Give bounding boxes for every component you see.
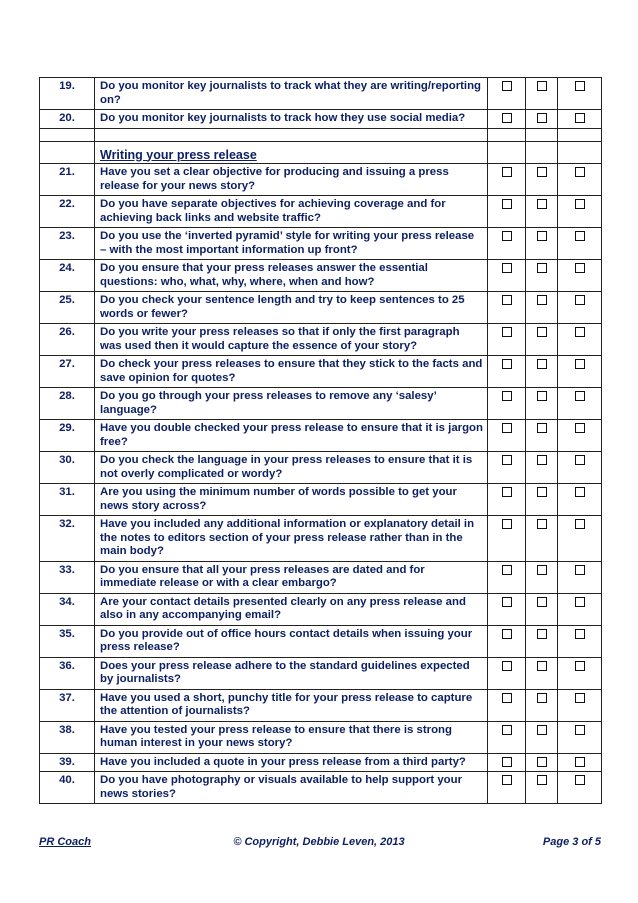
checkbox-col-2-cell (526, 228, 558, 260)
question-number: 21. (40, 164, 95, 196)
question-number: 20. (40, 110, 95, 129)
checkbox-icon[interactable] (537, 597, 547, 607)
checkbox-icon[interactable] (537, 359, 547, 369)
question-row (40, 484, 602, 516)
checkbox-col-2-cell (526, 356, 558, 388)
question-number: 19. (40, 78, 95, 110)
question-text: Have you used a short, punchy title for your press release to capture the attention of journalists? (95, 689, 488, 721)
question-text: Do you write your press releases so that if only the first paragraph was used then it would capture the essence of your story? (95, 324, 488, 356)
checkbox-col-2-cell (526, 196, 558, 228)
checkbox-col-1-cell (488, 356, 526, 388)
question-text: Do you monitor key journalists to track how they use social media? (95, 110, 488, 129)
question-number: 23. (40, 228, 95, 260)
question-row (40, 78, 602, 110)
checkbox-col-3-cell (558, 78, 602, 110)
question-row (40, 164, 602, 196)
question-number: 34. (40, 593, 95, 625)
checkbox-icon[interactable] (502, 199, 512, 209)
checkbox-icon[interactable] (575, 167, 585, 177)
checkbox-col-1-cell (488, 561, 526, 593)
checkbox-icon[interactable] (575, 327, 585, 337)
checkbox-icon[interactable] (537, 455, 547, 465)
checkbox-icon[interactable] (575, 661, 585, 671)
blank-cell (95, 128, 488, 141)
checkbox-icon[interactable] (575, 565, 585, 575)
checkbox-icon[interactable] (502, 757, 512, 767)
question-row (40, 228, 602, 260)
footer-copyright: © Copyright, Debbie Leven, 2013 (233, 836, 405, 848)
checkbox-col-1-cell (488, 593, 526, 625)
checkbox-icon[interactable] (537, 725, 547, 735)
checkbox-icon[interactable] (575, 423, 585, 433)
checkbox-icon[interactable] (537, 295, 547, 305)
blank-cell (558, 141, 602, 164)
checkbox-col-2-cell (526, 753, 558, 772)
checkbox-col-1-cell (488, 110, 526, 129)
checklist-table (39, 77, 602, 804)
checkbox-col-3-cell (558, 388, 602, 420)
checkbox-col-3-cell (558, 561, 602, 593)
question-number: 27. (40, 356, 95, 388)
checkbox-icon[interactable] (502, 231, 512, 241)
checkbox-icon[interactable] (575, 199, 585, 209)
question-row (40, 420, 602, 452)
question-row (40, 260, 602, 292)
checkbox-icon[interactable] (502, 565, 512, 575)
question-number: 38. (40, 721, 95, 753)
checkbox-icon[interactable] (537, 487, 547, 497)
question-text: Does your press release adhere to the standard guidelines expected by journalists? (95, 657, 488, 689)
checkbox-col-1-cell (488, 452, 526, 484)
checkbox-col-1-cell (488, 516, 526, 562)
question-text: Do you go through your press releases to remove any ‘salesy’ language? (95, 388, 488, 420)
checkbox-icon[interactable] (502, 391, 512, 401)
section-title: Writing your press release (95, 141, 488, 164)
checkbox-icon[interactable] (502, 775, 512, 785)
checkbox-icon[interactable] (575, 629, 585, 639)
question-text: Do you have separate objectives for achieving coverage and for achieving back links and website traffic? (95, 196, 488, 228)
question-text: Do you ensure that your press releases answer the essential questions: who, what, why, where, when and how? (95, 260, 488, 292)
checkbox-icon[interactable] (575, 757, 585, 767)
question-number: 35. (40, 625, 95, 657)
question-number: 36. (40, 657, 95, 689)
checkbox-col-3-cell (558, 516, 602, 562)
checkbox-col-1-cell (488, 420, 526, 452)
checkbox-icon[interactable] (537, 519, 547, 529)
checkbox-col-3-cell (558, 593, 602, 625)
question-text: Do you ensure that all your press releases are dated and for immediate release or with a clear embargo? (95, 561, 488, 593)
question-text: Do you have photography or visuals available to help support your news stories? (95, 772, 488, 804)
section-header-row (40, 141, 602, 164)
blank-cell (40, 128, 95, 141)
checkbox-icon[interactable] (575, 231, 585, 241)
checkbox-icon[interactable] (502, 725, 512, 735)
checkbox-col-3-cell (558, 164, 602, 196)
question-text: Have you set a clear objective for producing and issuing a press release for your news story? (95, 164, 488, 196)
checkbox-col-2-cell (526, 593, 558, 625)
checkbox-col-2-cell (526, 78, 558, 110)
checkbox-icon[interactable] (502, 359, 512, 369)
checkbox-col-2-cell (526, 324, 558, 356)
question-text: Do you provide out of office hours contact details when issuing your press release? (95, 625, 488, 657)
checkbox-col-3-cell (558, 452, 602, 484)
blank-cell (488, 141, 526, 164)
question-number: 29. (40, 420, 95, 452)
question-row (40, 356, 602, 388)
question-number: 30. (40, 452, 95, 484)
question-row (40, 516, 602, 562)
question-row (40, 452, 602, 484)
checkbox-col-1-cell (488, 78, 526, 110)
blank-cell (558, 128, 602, 141)
checkbox-icon[interactable] (537, 327, 547, 337)
question-row (40, 689, 602, 721)
checkbox-col-1-cell (488, 625, 526, 657)
checkbox-icon[interactable] (575, 81, 585, 91)
checkbox-col-3-cell (558, 721, 602, 753)
checkbox-icon[interactable] (502, 519, 512, 529)
checkbox-col-3-cell (558, 420, 602, 452)
question-text: Are you using the minimum number of words possible to get your news story across? (95, 484, 488, 516)
checkbox-col-1-cell (488, 228, 526, 260)
checkbox-icon[interactable] (575, 775, 585, 785)
question-number: 28. (40, 388, 95, 420)
checkbox-col-2-cell (526, 561, 558, 593)
checkbox-col-1-cell (488, 484, 526, 516)
checkbox-col-3-cell (558, 753, 602, 772)
checkbox-col-2-cell (526, 420, 558, 452)
checkbox-icon[interactable] (575, 455, 585, 465)
checkbox-icon[interactable] (502, 487, 512, 497)
checkbox-icon[interactable] (575, 725, 585, 735)
checkbox-icon[interactable] (575, 391, 585, 401)
checkbox-icon[interactable] (537, 199, 547, 209)
question-number: 24. (40, 260, 95, 292)
checkbox-icon[interactable] (575, 693, 585, 703)
checkbox-col-1-cell (488, 657, 526, 689)
blank-cell (40, 141, 95, 164)
checkbox-col-3-cell (558, 625, 602, 657)
question-text: Have you double checked your press release to ensure that it is jargon free? (95, 420, 488, 452)
question-number: 26. (40, 324, 95, 356)
checkbox-icon[interactable] (537, 757, 547, 767)
footer-brand-link[interactable]: PR Coach (39, 836, 91, 848)
checkbox-col-3-cell (558, 292, 602, 324)
question-text: Have you tested your press release to ensure that there is strong human interest in your news story? (95, 721, 488, 753)
question-number: 32. (40, 516, 95, 562)
question-text: Have you included a quote in your press release from a third party? (95, 753, 488, 772)
checkbox-icon[interactable] (575, 295, 585, 305)
checkbox-icon[interactable] (537, 263, 547, 273)
question-number: 25. (40, 292, 95, 324)
checkbox-icon[interactable] (537, 391, 547, 401)
checkbox-col-2-cell (526, 260, 558, 292)
question-number: 37. (40, 689, 95, 721)
checkbox-col-1-cell (488, 292, 526, 324)
question-row (40, 721, 602, 753)
footer-page-number: Page 3 of 5 (542, 836, 601, 848)
question-number: 39. (40, 753, 95, 772)
question-row (40, 772, 602, 804)
checkbox-icon[interactable] (502, 693, 512, 703)
question-row (40, 625, 602, 657)
checkbox-icon[interactable] (502, 81, 512, 91)
checkbox-icon[interactable] (575, 359, 585, 369)
question-number: 40. (40, 772, 95, 804)
checkbox-icon[interactable] (537, 113, 547, 123)
blank-row (40, 128, 602, 141)
checkbox-icon[interactable] (537, 81, 547, 91)
checkbox-col-3-cell (558, 196, 602, 228)
checkbox-icon[interactable] (575, 487, 585, 497)
checkbox-icon[interactable] (502, 455, 512, 465)
checkbox-col-1-cell (488, 721, 526, 753)
checkbox-col-3-cell (558, 110, 602, 129)
blank-cell (526, 141, 558, 164)
question-row (40, 196, 602, 228)
checkbox-col-3-cell (558, 484, 602, 516)
checkbox-icon[interactable] (537, 775, 547, 785)
checkbox-icon[interactable] (575, 519, 585, 529)
checkbox-col-2-cell (526, 516, 558, 562)
checkbox-col-3-cell (558, 356, 602, 388)
question-text: Do check your press releases to ensure that they stick to the facts and save opinion for quotes? (95, 356, 488, 388)
checkbox-col-3-cell (558, 772, 602, 804)
question-row (40, 388, 602, 420)
checkbox-col-2-cell (526, 484, 558, 516)
question-text: Do you check your sentence length and try to keep sentences to 25 words or fewer? (95, 292, 488, 324)
checkbox-icon[interactable] (575, 597, 585, 607)
checkbox-col-2-cell (526, 452, 558, 484)
checkbox-icon[interactable] (502, 597, 512, 607)
question-row (40, 324, 602, 356)
checkbox-col-2-cell (526, 292, 558, 324)
question-text: Do you check the language in your press releases to ensure that it is not overly complicated or wordy? (95, 452, 488, 484)
checkbox-col-2-cell (526, 110, 558, 129)
question-row (40, 110, 602, 129)
question-row (40, 593, 602, 625)
question-text: Have you included any additional information or explanatory detail in the notes to editors section of your press release rather than in the main body? (95, 516, 488, 562)
blank-cell (526, 128, 558, 141)
checkbox-icon[interactable] (502, 295, 512, 305)
question-text: Do you use the ‘inverted pyramid’ style for writing your press release – with the most important information up front? (95, 228, 488, 260)
checkbox-col-2-cell (526, 657, 558, 689)
checkbox-col-2-cell (526, 164, 558, 196)
checkbox-icon[interactable] (537, 423, 547, 433)
question-row (40, 561, 602, 593)
checkbox-col-3-cell (558, 657, 602, 689)
checkbox-col-3-cell (558, 689, 602, 721)
question-number: 31. (40, 484, 95, 516)
checkbox-icon[interactable] (502, 113, 512, 123)
checkbox-icon[interactable] (502, 327, 512, 337)
checkbox-col-2-cell (526, 388, 558, 420)
checkbox-col-2-cell (526, 772, 558, 804)
checkbox-icon[interactable] (502, 629, 512, 639)
checkbox-col-3-cell (558, 324, 602, 356)
checkbox-icon[interactable] (575, 113, 585, 123)
checkbox-icon[interactable] (502, 423, 512, 433)
checkbox-col-2-cell (526, 689, 558, 721)
checkbox-icon[interactable] (502, 263, 512, 273)
question-number: 33. (40, 561, 95, 593)
checkbox-icon[interactable] (537, 231, 547, 241)
checkbox-icon[interactable] (575, 263, 585, 273)
checkbox-col-1-cell (488, 772, 526, 804)
checkbox-icon[interactable] (537, 661, 547, 671)
checkbox-col-1-cell (488, 689, 526, 721)
checkbox-col-1-cell (488, 324, 526, 356)
question-text: Do you monitor key journalists to track what they are writing/reporting on? (95, 78, 488, 110)
checkbox-col-1-cell (488, 388, 526, 420)
checkbox-col-1-cell (488, 196, 526, 228)
checkbox-col-2-cell (526, 721, 558, 753)
checkbox-icon[interactable] (537, 693, 547, 703)
checkbox-col-1-cell (488, 753, 526, 772)
checkbox-icon[interactable] (537, 629, 547, 639)
checkbox-icon[interactable] (502, 661, 512, 671)
checkbox-col-2-cell (526, 625, 558, 657)
checkbox-icon[interactable] (502, 167, 512, 177)
question-text: Are your contact details presented clearly on any press release and also in any accompanying email? (95, 593, 488, 625)
checkbox-col-1-cell (488, 164, 526, 196)
checkbox-icon[interactable] (537, 565, 547, 575)
checkbox-col-3-cell (558, 228, 602, 260)
checkbox-col-1-cell (488, 260, 526, 292)
checkbox-col-3-cell (558, 260, 602, 292)
question-row (40, 657, 602, 689)
question-row (40, 753, 602, 772)
checkbox-icon[interactable] (537, 167, 547, 177)
blank-cell (488, 128, 526, 141)
checklist-body (40, 78, 602, 804)
question-row (40, 292, 602, 324)
question-number: 22. (40, 196, 95, 228)
